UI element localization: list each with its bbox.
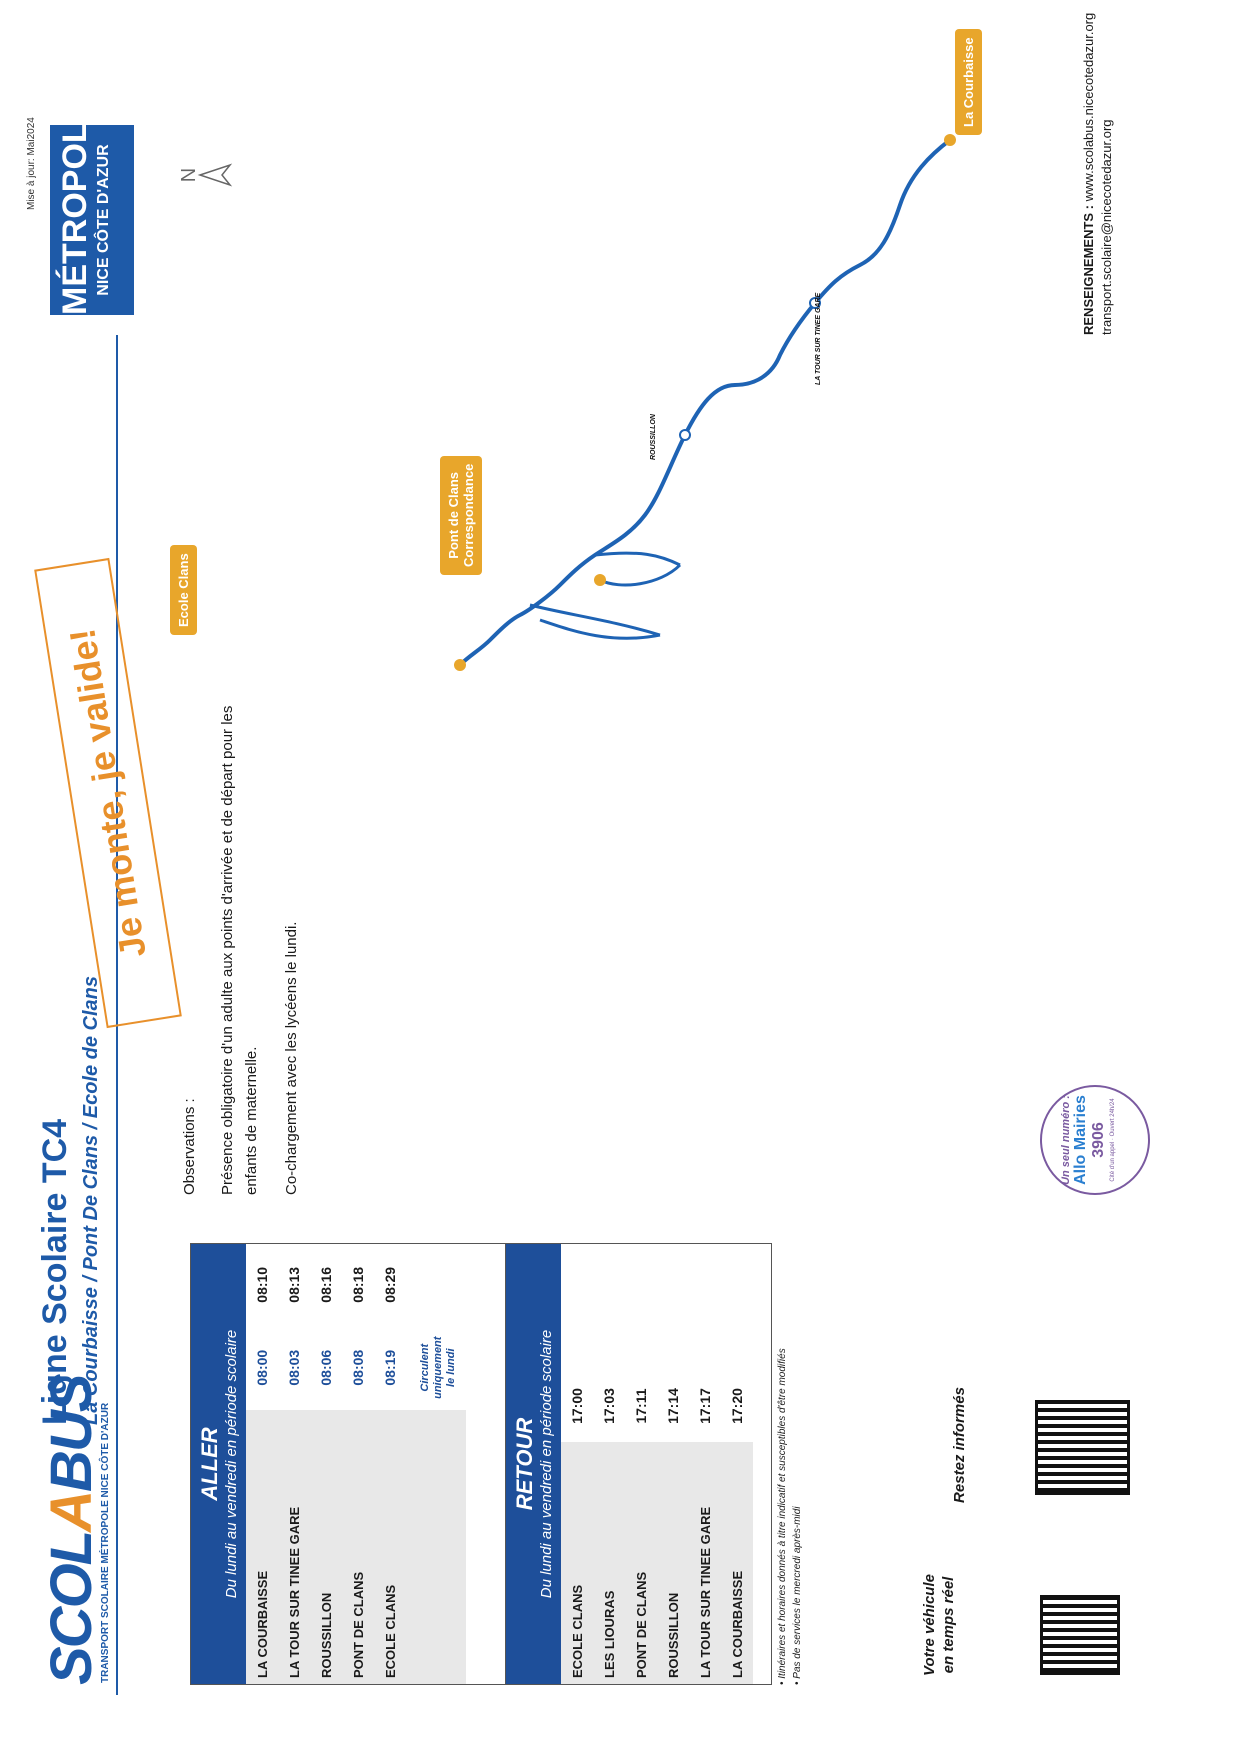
label-pont-de-clans: Pont de Clans Correspondance <box>440 456 482 575</box>
page-subtitle: La Courbaisse / Pont De Clans / Ecole de Clans <box>80 975 102 1425</box>
retour-timetable <box>505 1243 772 1685</box>
departure-time: 08:18 <box>350 1266 366 1303</box>
stop-name: ROUSSILLON <box>657 1442 689 1684</box>
email-link[interactable]: transport.scolaire@nicecotedazur.org <box>1099 119 1114 335</box>
aller-row <box>342 1244 374 1684</box>
retour-header: RETOUR Du lundi au vendredi en période scolaire <box>506 1244 561 1684</box>
footer-note-1: • Itinéraires et horaires donnés à titre indicatif et susceptibles d'être modifiés <box>777 1348 788 1685</box>
stop-roussillon: ROUSSILLON <box>650 414 657 460</box>
stop-name: PONT DE CLANS <box>625 1442 657 1684</box>
aller-header: ALLER Du lundi au vendredi en période scolaire <box>191 1244 246 1684</box>
departure-time: 08:16 <box>318 1266 334 1303</box>
footer-notes <box>775 1348 805 1685</box>
courbaisse-dot <box>944 134 956 146</box>
retour-row <box>561 1244 593 1684</box>
label-ecole-clans: Ecole Clans <box>170 545 197 635</box>
north-arrow-icon: N <box>178 167 200 183</box>
departure-time: 17:14 <box>665 1388 681 1424</box>
aller-row <box>374 1244 406 1684</box>
observations-title: Observations : <box>181 1098 198 1195</box>
aller-row <box>246 1244 278 1684</box>
stop-name: LA COURBAISSE <box>246 1410 278 1684</box>
stop-name: ECOLE CLANS <box>374 1410 406 1684</box>
departure-time: 08:10 <box>254 1266 270 1303</box>
route-line <box>460 140 950 665</box>
observation-2: Co-chargement avec les lycéens le lundi. <box>283 921 300 1195</box>
contact-info: RENSEIGNEMENTS : www.scolabus.nicecotedazur.org transport.scolaire@nicecotedazur.org <box>1081 12 1114 335</box>
metropole-logo: MÉTROPOLE NICE CÔTE D'AZUR <box>50 125 134 315</box>
stop-name: PONT DE CLANS <box>342 1410 374 1684</box>
observations <box>178 675 320 1195</box>
allo-mairies-logo: Un seul numéro : Allo Mairies 3906 Cité d'un appel · Ouvert 24h/24 <box>1040 1085 1150 1195</box>
page-title: Ligne Scolaire TC4 <box>36 1118 74 1425</box>
observation-1: Présence obligatoire d'un adulte aux points d'arrivée et de départ pour les enfants de maternelle. <box>219 705 260 1195</box>
retour-row <box>593 1244 625 1684</box>
roussillon-dot <box>680 430 690 440</box>
stop-name: ROUSSILLON <box>310 1410 342 1684</box>
stop-name: LA TOUR SUR TINEE GARE <box>689 1442 721 1684</box>
scolabus-logo: SCOLABUS <box>39 1375 104 1685</box>
retour-row <box>625 1244 657 1684</box>
retour-row <box>721 1244 753 1684</box>
aller-table <box>246 1244 466 1684</box>
footer-note-2: • Pas de services le mercredi après-midi <box>792 1506 803 1685</box>
departure-time: 17:03 <box>601 1388 617 1424</box>
departure-time: 08:00 <box>254 1349 270 1386</box>
departure-time: 08:13 <box>286 1266 302 1303</box>
route-map <box>140 55 1120 675</box>
qr-info-icon[interactable] <box>1035 1400 1130 1495</box>
retour-row <box>689 1244 721 1684</box>
slogan-stamp: Je monte, je valide! <box>34 558 182 1028</box>
departure-time: 08:06 <box>318 1349 334 1386</box>
retour-row <box>657 1244 689 1684</box>
departure-time: 17:11 <box>633 1388 649 1424</box>
departure-time: 08:08 <box>350 1349 366 1386</box>
stop-name: LA TOUR SUR TINEE GARE <box>278 1410 310 1684</box>
qr-realtime-label: Votre véhicule en temps réel <box>921 1574 957 1676</box>
ecole-dot <box>454 659 466 671</box>
label-la-courbaisse: La Courbaisse <box>955 29 982 135</box>
qr-realtime-icon[interactable] <box>1040 1595 1120 1675</box>
aller-row <box>310 1244 342 1684</box>
departure-time: 08:29 <box>382 1266 398 1303</box>
logo-subtitle: TRANSPORT SCOLAIRE MÉTROPOLE NICE CÔTE D'AZUR <box>100 1402 111 1683</box>
departure-time: 17:20 <box>729 1388 745 1424</box>
departure-time: 08:03 <box>286 1349 302 1386</box>
qr-info-label: Restez informés <box>951 1387 968 1503</box>
website-link[interactable]: www.scolabus.nicecotedazur.org <box>1081 12 1096 202</box>
update-note: Mise à jour: Mai2024 <box>26 117 37 210</box>
retour-table <box>561 1244 753 1684</box>
stop-name: LES LIOURAS <box>593 1442 625 1684</box>
departure-time: 08:19 <box>382 1349 398 1386</box>
pont-dot <box>594 574 606 586</box>
departure-time: 17:17 <box>697 1388 713 1424</box>
stop-name: LA COURBAISSE <box>721 1442 753 1684</box>
stop-name: ECOLE CLANS <box>561 1442 593 1684</box>
aller-timetable <box>190 1243 512 1685</box>
monday-note: Circulent uniquement le lundi <box>418 1336 457 1399</box>
stop-la-tour: LA TOUR SUR TINEE GARE <box>815 292 822 385</box>
departure-time: 17:00 <box>569 1388 585 1424</box>
aller-row <box>278 1244 310 1684</box>
